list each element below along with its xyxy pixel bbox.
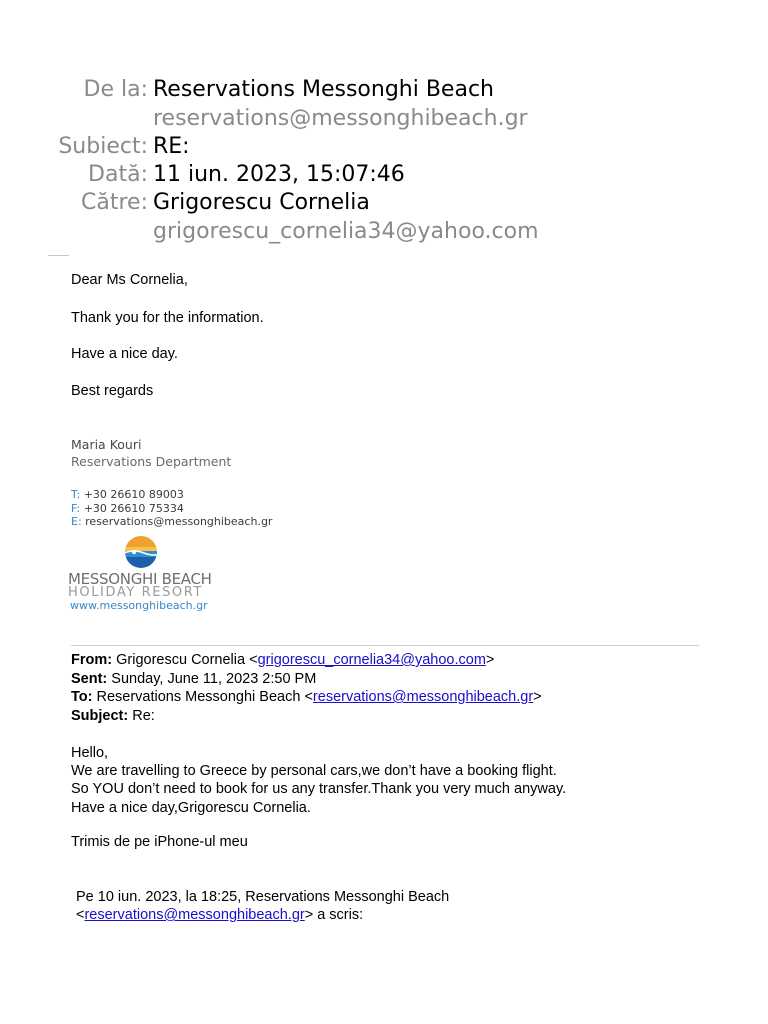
- subject-label: Subiect:: [58, 134, 148, 159]
- quoted-from-end: >: [485, 652, 495, 668]
- quoted-subject-value: Re:: [132, 708, 155, 724]
- logo-sun-icon: [68, 536, 218, 572]
- quoted-body-3: Have a nice day,Grigorescu Cornelia.: [71, 800, 311, 816]
- quoted-hello: Hello,: [71, 745, 109, 761]
- signature-email: [71, 515, 272, 528]
- quoted-to-label: To:: [71, 689, 93, 705]
- quoted-from-email-link[interactable]: grigorescu_cornelia34@yahoo.com: [257, 652, 486, 668]
- date-value: 11 iun. 2023, 15:07:46: [153, 162, 405, 187]
- quoted-from-name: Grigorescu Cornelia <: [116, 652, 258, 668]
- from-name: Reservations Messonghi Beach: [153, 77, 494, 102]
- quoted-to-end: >: [533, 689, 542, 705]
- quoted-to-email-link[interactable]: reservations@messonghibeach.gr: [312, 689, 534, 705]
- header-divider: [48, 255, 69, 256]
- reply-closing: Best regards: [71, 383, 154, 399]
- quoted-body-1: We are travelling to Greece by personal cars,we don’t have a booking flight.: [71, 763, 557, 779]
- earlier-message-line-1: Pe 10 iun. 2023, la 18:25, Reservations Messonghi Beach: [76, 889, 450, 905]
- from-label: De la:: [83, 77, 148, 102]
- reply-line-1: Thank you for the information.: [71, 310, 264, 326]
- date-label: Dată:: [88, 162, 148, 187]
- quoted-body-2: So YOU don’t need to book for us any transfer.Thank you very much anyway.: [71, 781, 567, 797]
- quoted-to: [71, 688, 542, 707]
- signature-phone: [71, 488, 184, 501]
- earlier-email-link[interactable]: reservations@messonghibeach.gr: [84, 907, 305, 923]
- to-label: Către:: [81, 190, 148, 215]
- signature-department: Reservations Department: [71, 454, 232, 469]
- reply-greeting: Dear Ms Cornelia,: [71, 272, 188, 288]
- subject-value: RE:: [153, 134, 190, 159]
- quoted-sent: [71, 670, 316, 689]
- earlier-open: <: [76, 907, 85, 923]
- resort-logo: [68, 536, 218, 616]
- signature-name: Maria Kouri: [71, 437, 142, 452]
- logo-line-2: HOLIDAY RESORT: [68, 585, 203, 600]
- quote-divider: [71, 645, 699, 646]
- quoted-subject: [71, 707, 155, 726]
- to-email[interactable]: grigorescu_cornelia34@yahoo.com: [153, 219, 539, 244]
- from-email[interactable]: reservations@messonghibeach.gr: [153, 106, 528, 131]
- quoted-to-name: Reservations Messonghi Beach <: [96, 689, 313, 705]
- fax-value: +30 26610 75334: [83, 502, 184, 515]
- logo-line-1: MESSONGHI BEACH: [68, 570, 212, 588]
- signature-fax: [71, 502, 184, 515]
- earlier-message-line-2: [76, 906, 363, 925]
- reply-line-2: Have a nice day.: [71, 346, 178, 362]
- fax-key: F:: [71, 502, 81, 515]
- quoted-from: [71, 651, 494, 670]
- to-name: Grigorescu Cornelia: [153, 190, 370, 215]
- earlier-end: > a scris:: [304, 907, 364, 923]
- email-value: reservations@messonghibeach.gr: [85, 515, 273, 528]
- logo-url[interactable]: www.messonghibeach.gr: [70, 599, 208, 612]
- quoted-from-label: From:: [71, 652, 113, 668]
- phone-key: T:: [71, 488, 81, 501]
- quoted-sent-label: Sent:: [71, 671, 108, 687]
- phone-value: +30 26610 89003: [83, 488, 184, 501]
- quoted-sent-from: Trimis de pe iPhone-ul meu: [71, 834, 248, 850]
- quoted-subject-label: Subject:: [71, 708, 129, 724]
- quoted-sent-value: Sunday, June 11, 2023 2:50 PM: [111, 671, 317, 687]
- email-key: E:: [71, 515, 82, 528]
